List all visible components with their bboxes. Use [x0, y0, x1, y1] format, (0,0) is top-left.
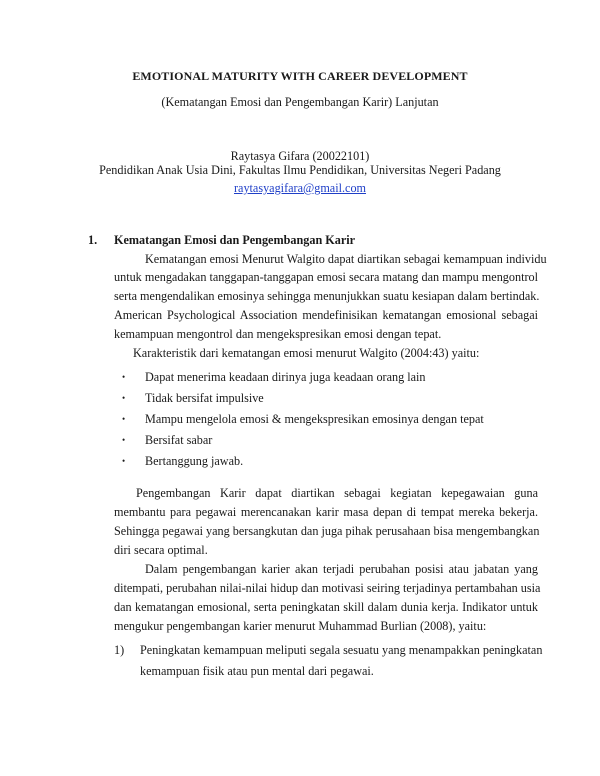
paragraph-line: ditempati, perubahan nilai-nilai hidup dan motivasi seiring terjadinya pertambahan usia: [114, 581, 541, 595]
email-link[interactable]: raytasyagifara@gmail.com: [233, 181, 367, 195]
bullet-icon: •: [122, 435, 126, 445]
section-title: Kematangan Emosi dan Pengembangan Karir: [114, 233, 356, 247]
item-line: Peningkatan kemampuan meliputi segala sesuatu yang menampakkan peningkatan: [140, 643, 543, 657]
paragraph-line: mengukur pengembangan karier menurut Muhammad Burlian (2008), yaitu:: [114, 619, 487, 633]
paragraph-line: diri secara optimal.: [114, 543, 208, 557]
paragraph-line: Karakteristik dari kematangan emosi menurut Walgito (2004:43) yaitu:: [133, 346, 480, 360]
author-affiliation: Pendidikan Anak Usia Dini, Fakultas Ilmu Pendidikan, Universitas Negeri Padang: [99, 163, 501, 177]
paragraph-line: Dalam pengembangan karier akan terjadi perubahan posisi atau jabatan yang: [145, 562, 538, 576]
author-name: Raytasya Gifara (20022101): [230, 149, 370, 163]
bullet-item: • Dapat menerima keadaan dirinya juga keadaan orang lain: [122, 370, 426, 384]
paragraph-line: American Psychological Association mendefinisikan kematangan emosional sebagai: [114, 308, 538, 322]
document-title: EMOTIONAL MATURITY WITH CAREER DEVELOPMENT: [132, 69, 468, 83]
bullet-icon: •: [122, 414, 126, 424]
paragraph-line: Kematangan emosi Menurut Walgito dapat diartikan sebagai kemampuan individu: [145, 252, 547, 266]
document-subtitle: (Kematangan Emosi dan Pengembangan Karir) Lanjutan: [161, 95, 439, 109]
numbered-item: [114, 643, 543, 658]
section-number: 1.: [88, 233, 98, 247]
bullet-icon: •: [122, 393, 126, 403]
bullet-icon: •: [122, 372, 126, 382]
paragraph-line: Pengembangan Karir dapat diartikan sebagai kegiatan kepegawaian guna: [136, 486, 538, 500]
paragraph-line: Sehingga pegawai yang bersangkutan dan juga pihak perusahaan bisa mengembangkan: [114, 524, 540, 538]
email-container: [0, 181, 600, 196]
paragraph-line: untuk mengadakan tanggapan-tanggapan emosi secara matang dan mampu mengontrol: [114, 270, 538, 284]
bullet-item: • Bersifat sabar: [122, 433, 213, 447]
paragraph-line: kemampuan mengontrol dan mengekspresikan emosi dengan tepat.: [114, 327, 442, 341]
bullet-icon: •: [122, 456, 126, 466]
item-marker: 1): [114, 643, 125, 657]
section-heading: [88, 233, 355, 248]
bullet-item: • Bertanggung jawab.: [122, 454, 244, 468]
paragraph-line: serta mengendalikan emosinya sehingga menunjukkan suatu kesiapan dalam bertindak.: [114, 289, 540, 303]
bullet-item: • Mampu mengelola emosi & mengekspresikan emosinya dengan tepat: [122, 412, 484, 426]
paragraph-line: membantu para pegawai merencanakan karir masa depan di tempat mereka bekerja.: [114, 505, 538, 519]
item-line: kemampuan fisik atau pun mental dari pegawai.: [140, 664, 374, 678]
bullet-item: • Tidak bersifat impulsive: [122, 391, 264, 405]
paragraph-line: dan kematangan emosional, serta peningkatan skill dalam dunia kerja. Indikator untuk: [114, 600, 538, 614]
